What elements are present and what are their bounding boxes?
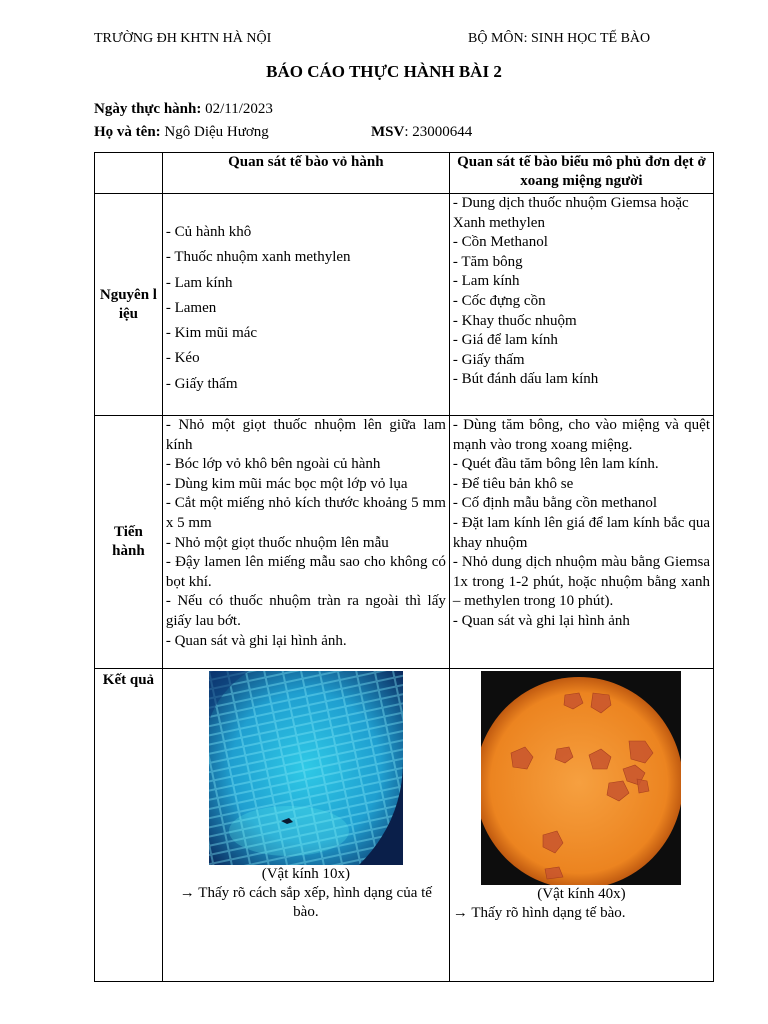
cheek-material-item: - Giấy thấm [452,351,525,368]
cheek-procedure-cell [449,416,713,669]
onion-procedure-cell [162,416,449,669]
onion-procedure-step: - Nhỏ một giọt thuốc nhuộm lên giữa lam kính [165,417,446,453]
university-header: TRƯỜNG ĐH KHTN HÀ NỘI [94,31,272,46]
practice-date-label: Ngày thực hành: [94,101,202,117]
onion-procedure-step: - Cắt một miếng nhỏ kích thước khoảng 5 mm x 5 mm [165,495,446,531]
result-label: Kết quả [95,669,163,982]
onion-material-item: - Giấy thấm [165,375,238,392]
onion-material-item: - Củ hành khô [165,224,252,240]
student-name-label: Họ và tên: [94,124,161,140]
cheek-result-cell [449,669,713,982]
student-id-line [371,124,472,141]
cheek-procedure-step: - Đặt lam kính lên giá để lam kính bắc qua khay nhuộm [452,514,710,551]
cheek-result-note: → Thấy rõ hình dạng tế bào. [452,905,626,921]
cheek-procedure-step: - Dùng tăm bông, cho vào miệng và quệt mạnh vào trong xoang miệng. [452,417,710,453]
cheek-material-item: - Cốc đựng cồn [452,292,546,309]
cheek-material-item: - Bút đánh dấu lam kính [452,371,599,388]
report-title: BÁO CÁO THỰC HÀNH BÀI 2 [266,62,502,81]
table-header-row [95,153,714,194]
cheek-materials-cell [449,194,713,416]
onion-materials-cell [162,194,449,416]
cheek-material-item: - Khay thuốc nhuộm [452,312,577,329]
materials-label: Nguyên liệu [95,194,163,416]
result-row [95,669,714,982]
onion-result-note: → Thấy rõ cách sắp xếp, hình dạng của tế bào. [179,885,432,920]
cheek-material-item: - Giá để lam kính [452,332,558,349]
cheek-result-caption: (Vật kính 40x) [537,886,626,902]
cheek-cells-micrograph [481,671,681,885]
cheek-procedure-step: - Để tiêu bản khô se [452,475,574,492]
procedure-label: Tiến hành [95,416,163,669]
onion-procedure-step: - Dùng kim mũi mác bọc một lớp vỏ lụa [165,475,408,492]
report-table [94,152,714,982]
onion-procedure-step: - Quan sát và ghi lại hình ảnh. [165,632,347,649]
procedure-row [95,416,714,669]
student-name-value: Ngô Diệu Hương [164,124,269,140]
onion-materials-list [166,194,446,397]
onion-material-item: - Thuốc nhuộm xanh methylen [165,249,351,266]
onion-material-item: - Lamen [165,299,217,316]
student-name-line [94,124,269,141]
cheek-column-header: Quan sát tế bào biểu mô phủ đơn dẹt ở xoang miệng người [449,153,713,194]
cheek-material-item: - Dung dịch thuốc nhuộm Giemsa hoặc Xanh methylen [452,195,689,231]
practice-date-value: 02/11/2023 [205,101,273,117]
onion-procedure-step: - Đậy lamen lên miếng mẫu sao cho không có bọt khí. [165,554,446,590]
onion-material-item: - Lam kính [165,274,233,291]
onion-procedure-list [166,416,446,651]
cheek-procedure-step: - Quan sát và ghi lại hình ảnh [452,612,630,629]
cheek-materials-list [453,194,710,390]
materials-row [95,194,714,416]
cheek-material-item: - Cồn Methanol [452,234,548,251]
cheek-procedure-step: - Cố định mẫu bằng cồn methanol [452,495,658,512]
cheek-procedure-list [453,416,710,632]
student-id-label: MSV [371,124,405,140]
cheek-procedure-step: - Nhỏ dung dịch nhuộm màu bằng Giemsa 1x trong 1-2 phút, hoặc nhuộm bằng xanh – methylen trong 10 phút). [452,554,710,610]
onion-result-cell [162,669,449,982]
corner-cell [95,153,163,194]
department-header: BỘ MÔN: SINH HỌC TẾ BÀO [468,31,651,46]
cheek-procedure-step: - Quét đầu tăm bông lên lam kính. [452,456,659,473]
cheek-material-item: - Lam kính [452,273,520,290]
onion-procedure-step: - Bóc lớp vỏ khô bên ngoài củ hành [165,456,381,473]
onion-column-header: Quan sát tế bào vỏ hành [162,153,449,194]
cheek-material-item: - Tăm bông [452,253,523,270]
onion-procedure-step: - Nhỏ một giọt thuốc nhuộm lên mẫu [165,534,389,551]
onion-result-caption: (Vật kính 10x) [261,866,351,882]
onion-material-item: - Kéo [165,350,200,367]
practice-date-line [94,101,273,118]
onion-material-item: - Kim mũi mác [165,325,258,342]
onion-procedure-step: - Nếu có thuốc nhuộm tràn ra ngoài thì lấy giấy lau bớt. [165,593,446,629]
onion-cells-micrograph [209,671,403,865]
student-id-value: : 23000644 [404,124,473,140]
